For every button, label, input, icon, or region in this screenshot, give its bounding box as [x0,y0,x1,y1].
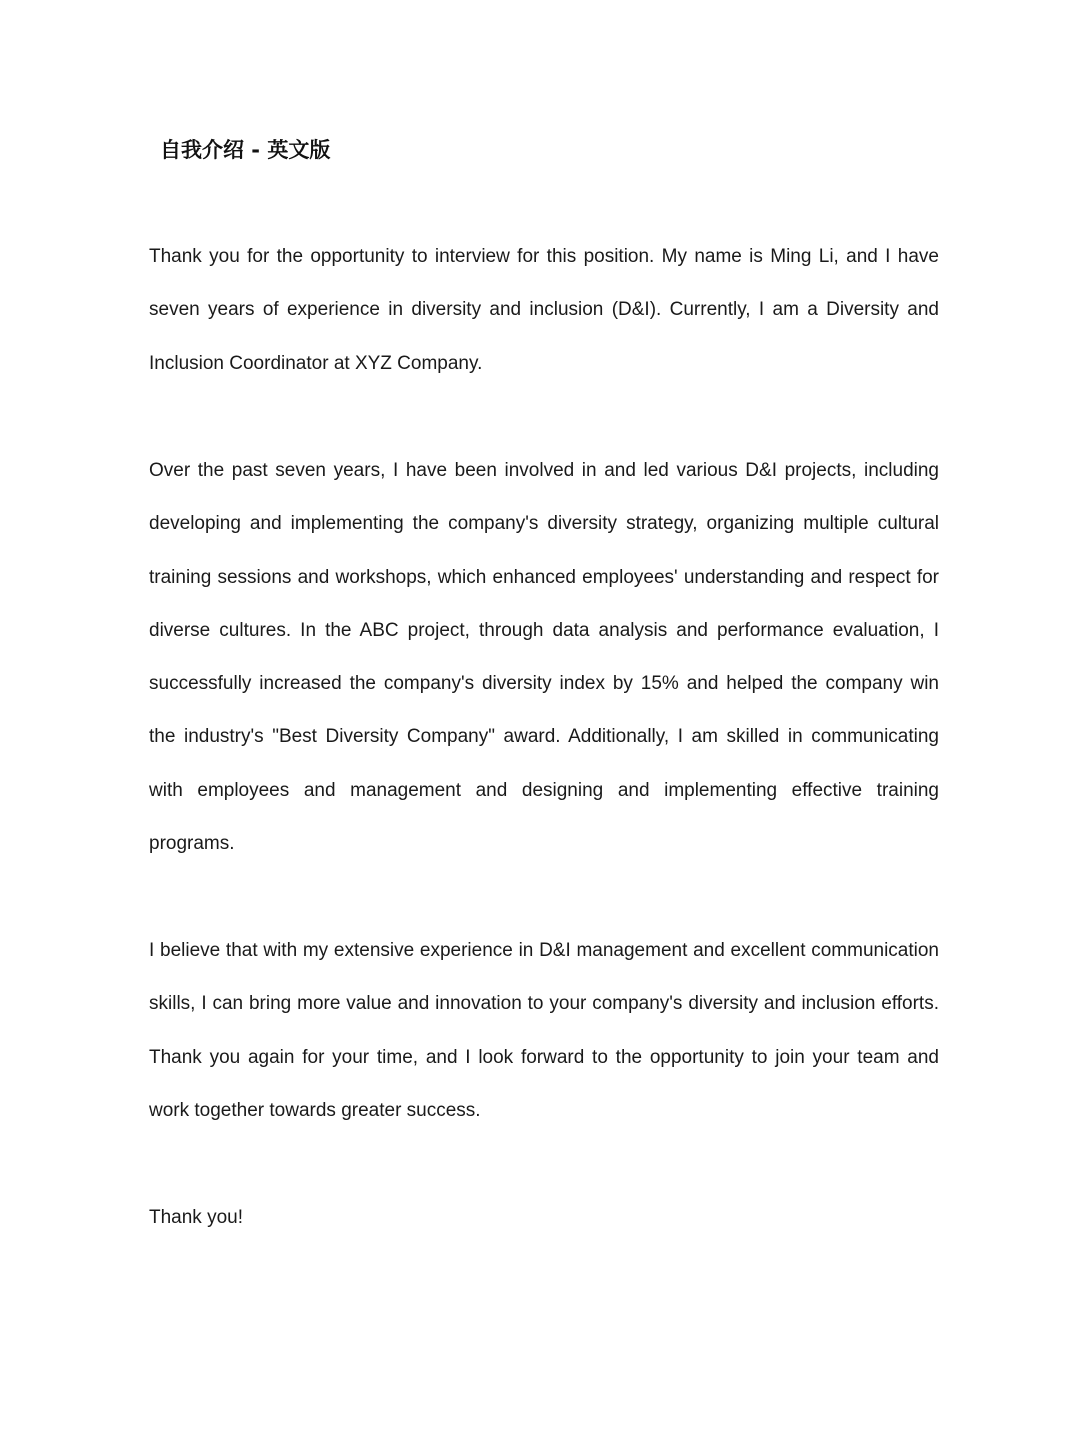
paragraph-closing: I believe that with my extensive experience in D&I management and excellent communication skills, I can bring more value and innovation to your company's diversity and inclusion efforts. Thank you again for your time, and I look forward to the opportunity to join your team and work together towards greater success. [149,940,939,1121]
paragraph-experience: Over the past seven years, I have been involved in and led various D&I projects, including developing and implementing the company's diversity strategy, organizing multiple cultural training sessions and workshops, which enhanced employees' understanding and respect for diverse cultures. In the ABC project, through data analysis and performance evaluation, I successfully increased the company's diversity index by 15% and helped the company win the industry's "Best Diversity Company" award. Additionally, I am skilled in communicating with employees and management and designing and implementing effective training programs. [149,460,939,855]
paragraph-thanks: Thank you! [149,1207,243,1228]
document-title: 自我介绍 - 英文版 [160,138,331,162]
paragraph-introduction: Thank you for the opportunity to interview for this position. My name is Ming Li, and I have seven years of experience in diversity and inclusion (D&I). Currently, I am a Diversity and Inclusion Coordinator at XYZ Company. [149,246,939,374]
